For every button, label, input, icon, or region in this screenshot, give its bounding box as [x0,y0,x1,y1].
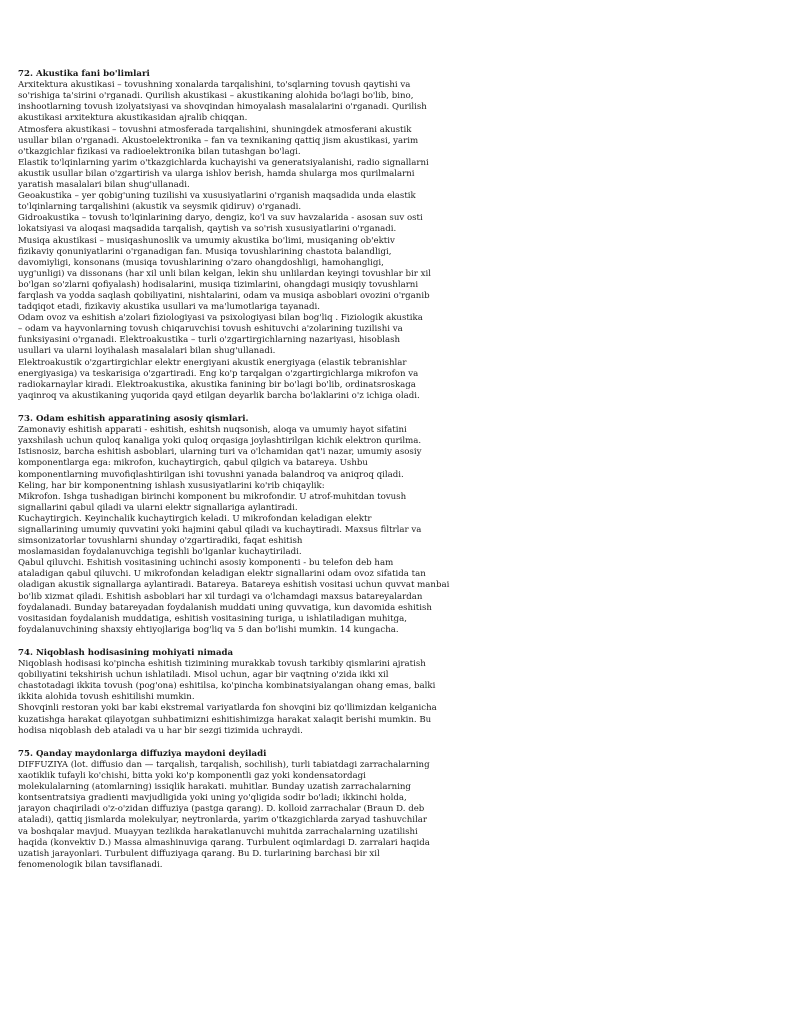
text-line: xaotiklik tufayli ko'chishi, bitta yoki ko'p komponentli gaz yoki kondensatordagi [18,771,366,782]
text-line: fizikaviy qonuniyatlarini o'rganadigan fan. Musiqa tovushlarining chastota balandligi, [18,246,392,257]
text-line: signallarini qabul qiladi va ularni elektr signallariga aylantiradi. [18,502,298,513]
text-line: foydalanadi. Bunday batareyadan foydalanish muddati uning quvvatiga, kun davomida eshitish [18,602,432,613]
document-body [18,69,770,871]
text-line: va boshqalar mavjud. Muayyan tezlikda harakatlanuvchi muhitda zarrachalarning uzatilishi [18,826,418,837]
text-line: bo'lib xizmat qiladi. Eshitish asboblari har xil turdagi va o'lchamdagi maxsus batareyalardan [18,591,423,602]
text-line: jarayon chaqiriladi o'z-o'zidan diffuziya (pastga qarang). D. kolloid zarrachalar (Braun D. deb [18,804,425,815]
text-line: kuzatishga harakat qilayotgan suhbatimizni eshitishimizga harakat xalaqit berishi mumkin. Bu [18,714,432,725]
text-line: yaxshilash uchun quloq kanaliga yoki quloq orqasiga joylashtirilgan kichik elektron qurilma. [18,436,422,447]
text-line: vositasidan foydalanish muddatiga, eshitish vositasining turiga, u ishlatiladigan muhitga, [18,613,407,624]
text-line: Gidroakustika – tovush to'lqinlarining daryo, dengiz, ko'l va suv havzalarida - asosan suv osti [18,213,423,224]
section-title: 72. Akustika fani bo'limlari [18,69,150,79]
text-line: yaratish masalalari bilan shug'ullanadi. [18,180,190,191]
text-line: Elektroakustik o'zgartirgichlar elektr energiyani akustik energiyaga (elastik tebranishlar [18,357,407,368]
text-line: uyg'unligi) va dissonans (har xil unli bilan kelgan, lekin shu unlilardan keyingi tovushlar bir xil [18,268,431,279]
text-line: akustik usullar bilan o'zgartirish va ularga ishlov berish, hamda shularga mos qurilmalarni [18,168,415,179]
section-2 [18,414,770,636]
section-1 [18,69,770,402]
text-line: chastotadagi ikkita tovush (pog'ona) eshitilsa, ko'pincha kombinatsiyalangan ohang emas, balki [18,681,436,692]
text-line: energiyasiga) va teskarisiga o'zgartiradi. Eng ko'p tarqalgan o'zgartirgichlarga mikrofon va [18,368,419,379]
section-title: 73. Odam eshitish apparatining asosiy qismlari. [18,413,249,424]
text-line: simsonizatorlar tovushlarni shunday o'zgartiradiki, faqat eshitish [18,536,303,547]
text-line: inshootlarning tovush izolyatsiyasi va shovqindan himoyalash masalalarini o'rganadi. Qurilish [18,102,427,113]
text-line: Istisnosiz, barcha eshitish asboblari, ularning turi va o'lchamidan qat'i nazar, umumiy asosiy [18,447,422,458]
text-line: Kuchaytirgich. Keyinchalik kuchaytirgich keladi. U mikrofondan keladigan elektr [18,513,372,524]
text-line: Elastik to'lqinlarning yarim o'tkazgichlarda kuchayishi va generatsiyalanishi, radio signallarni [18,157,429,168]
text-line: Geoakustika – yer qobig'uning tuzilishi va xususiyatlarini o'rganish maqsadida unda elastik [18,191,416,202]
text-line: farqlash va yodda saqlash qobiliyatini, nishtalarini, odam va musiqa asboblari ovozini o'rganib [18,290,430,301]
text-line: ataladi), qattiq jismlarda molekulyar, neytronlarda, yarim o'tkazgichlarda zaryad tashuvchilar [18,815,427,826]
text-line: Musiqa akustikasi – musiqashunoslik va umumiy akustika bo'limi, musiqaning ob'ektiv [18,235,395,246]
section-3 [18,648,770,737]
text-line: o'tkazgichlar fizikasi va radioelektronika bilan tutashgan bo'lagi. [18,146,301,157]
text-line: Mikrofon. Ishga tushadigan birinchi komponent bu mikrofondir. U atrof-muhitdan tovush [18,491,407,502]
text-line: molekulalarning (atomlarning) issiqlik harakati. muhitlar. Bunday uzatish zarrachalarning [18,782,411,793]
text-line: usullari va ularni loyihalash masalalari bilan shug'ullanadi. [18,346,276,357]
text-line: oladigan akustik signallarga aylantiradi. Batareya. Batareya eshitish vositasi uchun quvvat manbai [18,580,450,591]
text-line: qobiliyatini tekshirish uchun ishlatiladi. Misol uchun, agar bir vaqtning o'zida ikki xil [18,670,389,681]
text-line: yaqinroq va akustikaning yuqorida qayd etilgan deyarlik barcha bo'laklarini o'z ichiga oladi. [18,390,420,401]
section-title: 75. Qanday maydonlarga diffuziya maydoni deyiladi [18,748,267,759]
text-line: signallarining umumiy quvvatini yoki hajmini qabul qiladi va kuchaytiradi. Maxsus filtrlar va [18,524,422,535]
text-line: to'lqinlarning tarqalishini (akustik va seysmik qidiruv) o'rganadi. [18,202,302,213]
text-line: radiokarnaylar kiradi. Elektroakustika, akustika fanining bir bo'lagi bo'lib, ordinatsroskaga [18,379,416,390]
text-line: komponentlarga ega: mikrofon, kuchaytirgich, qabul qilgich va batareya. Ushbu [18,458,368,469]
text-line: uzatish jarayonlari. Turbulent diffuziyaga qarang. Bu D. turlarining barchasi bir xil [18,848,380,859]
section-4 [18,749,770,871]
text-line: komponentlarning muvofiqlashtirilgan ishi tovushni yanada balandroq va aniqroq qiladi. [18,469,404,480]
text-line: so'rishiga ta'sirini o'rganadi. Qurilish akustikasi – akustikaning alohida bo'lagi bo'lib, bino, [18,91,414,102]
text-line: funksiyasini o'rganadi. Elektroakustika – turli o'zgartirgichlarning nazariyasi, hisoblash [18,335,401,346]
text-line: kontsentratsiya gradienti mavjudligida yoki uning yo'qligida sodir bo'ladi; ikkinchi holda, [18,793,407,804]
text-line: haqida (konvektiv D.) Massa almashinuviga qarang. Turbulent oqimlardagi D. zarralari haqida [18,837,430,848]
text-line: Shovqinli restoran yoki bar kabi ekstremal variyatlarda fon shovqini biz qo'llimizdan kelganicha [18,703,437,714]
text-line: DIFFUZIYA (lot. diffusio dan — tarqalish, tarqalish, sochilish), turli tabiatdagi zarrachalarning [18,759,430,770]
text-line: davomiyligi, konsonans (musiqa tovushlarining o'zaro ohangdoshligi, hamohangligi, [18,257,384,268]
text-line: ikkita alohida tovush eshitilishi mumkin. [18,692,195,703]
text-line: Atmosfera akustikasi – tovushni atmosferada tarqalishini, shuningdek atmosferani akustik [18,124,412,135]
text-line: hodisa niqoblash deb ataladi va u har bir sezgi tizimida uchraydi. [18,725,303,736]
text-line: Zamonaviy eshitish apparati - eshitish, eshitsh nuqsonish, aloqa va umumiy hayot sifatini [18,425,407,436]
text-line: ataladigan qabul qiluvchi. U mikrofondan keladigan elektr signallarini odam ovoz sifatida tan [18,569,426,580]
text-line: Qabul qiluvchi. Eshitish vositasining uchinchi asosiy komponenti - bu telefon deb ham [18,558,394,569]
text-line: bo'lgan so'zlarni qofiyalash) hodisalarini, musiqa tizimlarini, ohangdagi musiqiy tovushlarni [18,279,419,290]
text-line: tadqiqot etadi, fizikaviy akustika usullari va ma'lumotlariga tayanadi. [18,302,321,313]
text-line: Keling, har bir komponentning ishlash xususiyatlarini ko'rib chiqaylik: [18,480,325,491]
section-title: 74. Niqoblash hodisasining mohiyati nimada [18,647,234,658]
text-line: – odam va hayvonlarning tovush chiqaruvchisi tovush eshituvchi a'zolarining tuzilishi va [18,324,403,335]
text-line: Niqoblash hodisasi ko'pincha eshitish tizimining murakkab tovush tarkibiy qismlarini ajratish [18,659,426,670]
text-line: lokatsiyasi va aloqasi maqsadida tarqalish, qaytish va so'rish xususiyatlarini o'rganadi. [18,224,397,235]
text-line: fenomenologik bilan tavsiflanadi. [18,859,163,870]
text-line: usullar bilan o'rganadi. Akustoelektronika – fan va texnikaning qattiq jism akustikasi, yarim [18,135,419,146]
text-line: Odam ovoz va eshitish a'zolari fiziologiyasi va psixologiyasi bilan bog'liq . Fiziologik akustika [18,313,423,324]
text-line: Arxitektura akustikasi – tovushning xonalarda tarqalishini, to'sqlarning tovush qaytishi va [18,80,411,91]
text-line: foydalanuvchining shaxsiy ehtiyojlariga bog'liq va 5 dan bo'lishi mumkin. 14 kungacha. [18,624,399,635]
text-line: moslamasidan foydalanuvchiga tegishli bo'lganlar kuchaytiriladi. [18,547,302,558]
text-line: akustikasi arxitektura akustikasidan ajralib chiqqan. [18,113,248,124]
